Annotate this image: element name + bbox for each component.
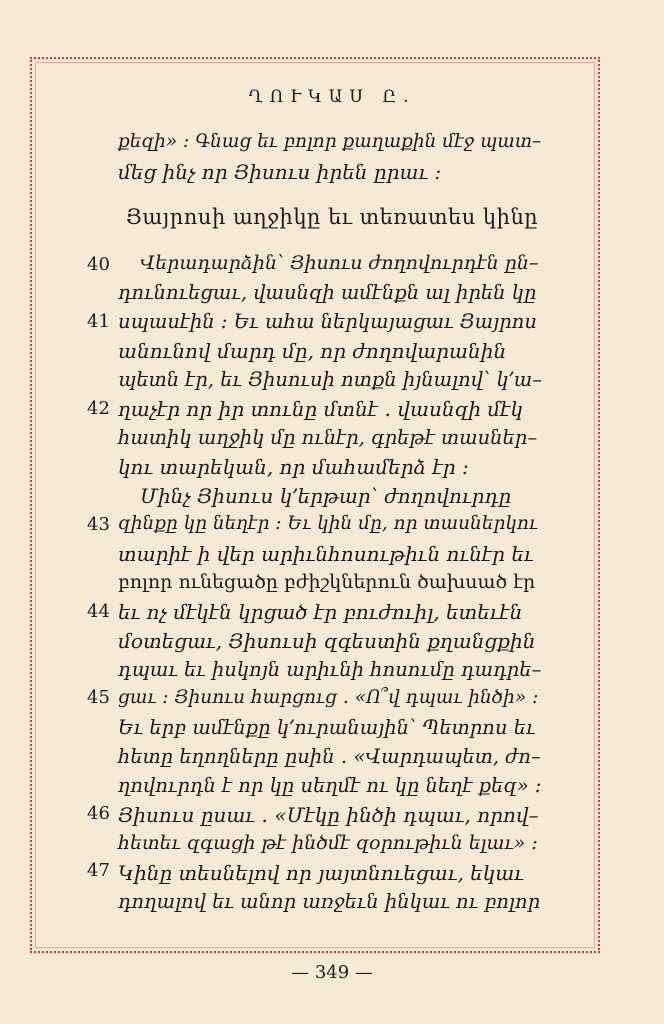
text-line: քեզի» ։ Գնաց եւ բոլոր քաղաքին մէջ պատ–	[118, 131, 542, 152]
text-line: դունուեցաւ, վասնզի ամէնքն ալ իրեն կը	[118, 281, 537, 304]
text-line: Եւ երբ ամէնքը կ՚ուրանային՝ Պետրոս եւ	[118, 716, 536, 739]
text-line: Կինը տեսնելով որ յայտնուեցաւ, եկաւ	[118, 861, 524, 885]
text-line: Մինչ Յիսուս կ՚երթար՝ ժողովուրդը	[140, 484, 512, 508]
verse-number: 47	[87, 860, 110, 881]
text-line: դողալով եւ անոր առջեւն ինկաւ ու բոլոր	[118, 890, 541, 913]
text-line: տարիէ ի վեր արիւնհոսութիւն ունէր եւ	[118, 542, 534, 566]
text-line: դպաւ եւ իսկոյն արիւնի հոսումը դադրե–	[118, 658, 542, 681]
text-line: ղաչէր որ իր տունը մտնէ ․ վասնզի մէկ	[118, 397, 523, 421]
text-line: Յիսուս ըսաւ ․ «Մէկը ինծի դպաւ, որով–	[118, 803, 539, 827]
text-line: եւ ոչ մէկէն կրցած էր բուժուիլ, ետեւէն	[118, 600, 523, 624]
text-line: Վերադարձին՝ Յիսուս ժողովուրդէն ըն–	[140, 252, 539, 274]
text-line: պետն էր, եւ Յիսուսի ոտքն իյնալով՝ կ՚ա–	[118, 368, 543, 391]
text-line: մօտեցաւ, Յիսուսի զգեստին քղանցքին	[118, 629, 536, 653]
text-line: հետեւ զգացի թէ ինծմէ զօրութիւն ելաւ» ։	[118, 832, 538, 854]
verse-number: 44	[87, 601, 110, 622]
section-heading: Յայրոսի աղջիկը եւ տեռատես կինը	[125, 205, 539, 229]
verse-number: 42	[87, 398, 110, 419]
text-line: սպասէին ։ Եւ ահա ներկայացաւ Յայրոս	[118, 310, 537, 333]
verse-number: 45	[87, 687, 110, 708]
page-number: — 349 —	[291, 962, 373, 983]
verse-number: 41	[87, 311, 110, 332]
verse-number: 46	[87, 803, 110, 824]
verse-number: 43	[87, 514, 110, 535]
text-line: հետը եղողները ըսին ․ «Վարդապետ, ժո–	[118, 745, 541, 768]
text-line: կու տարեկան, որ մահամերձ էր ։	[118, 455, 469, 479]
text-line: զինքը կը նեղէր ։ Եւ կին մը, որ տասներկու	[118, 513, 538, 534]
text-line: բոլոր ունեցածը բժիշկներուն ծախսած էր	[118, 571, 536, 593]
text-line: հատիկ աղջիկ մը ունէր, գրեթէ տասներ–	[118, 426, 538, 449]
text-line: ղովուրդն է որ կը սեղմէ ու կը նեղէ քեզ» ։	[118, 774, 542, 797]
running-header: ՂՈՒԿԱՍ Ը.	[248, 87, 416, 107]
text-line: անունով մարդ մը, որ ժողովարանին	[118, 339, 507, 363]
text-line: մեց ինչ որ Յիսուս իրեն ըրաւ ։	[118, 160, 442, 184]
verse-number: 40	[87, 254, 110, 275]
text-line: ցաւ ։ Յիսուս հարցուց ․ «Ո՞վ դպաւ ինծի» ։	[118, 687, 539, 708]
